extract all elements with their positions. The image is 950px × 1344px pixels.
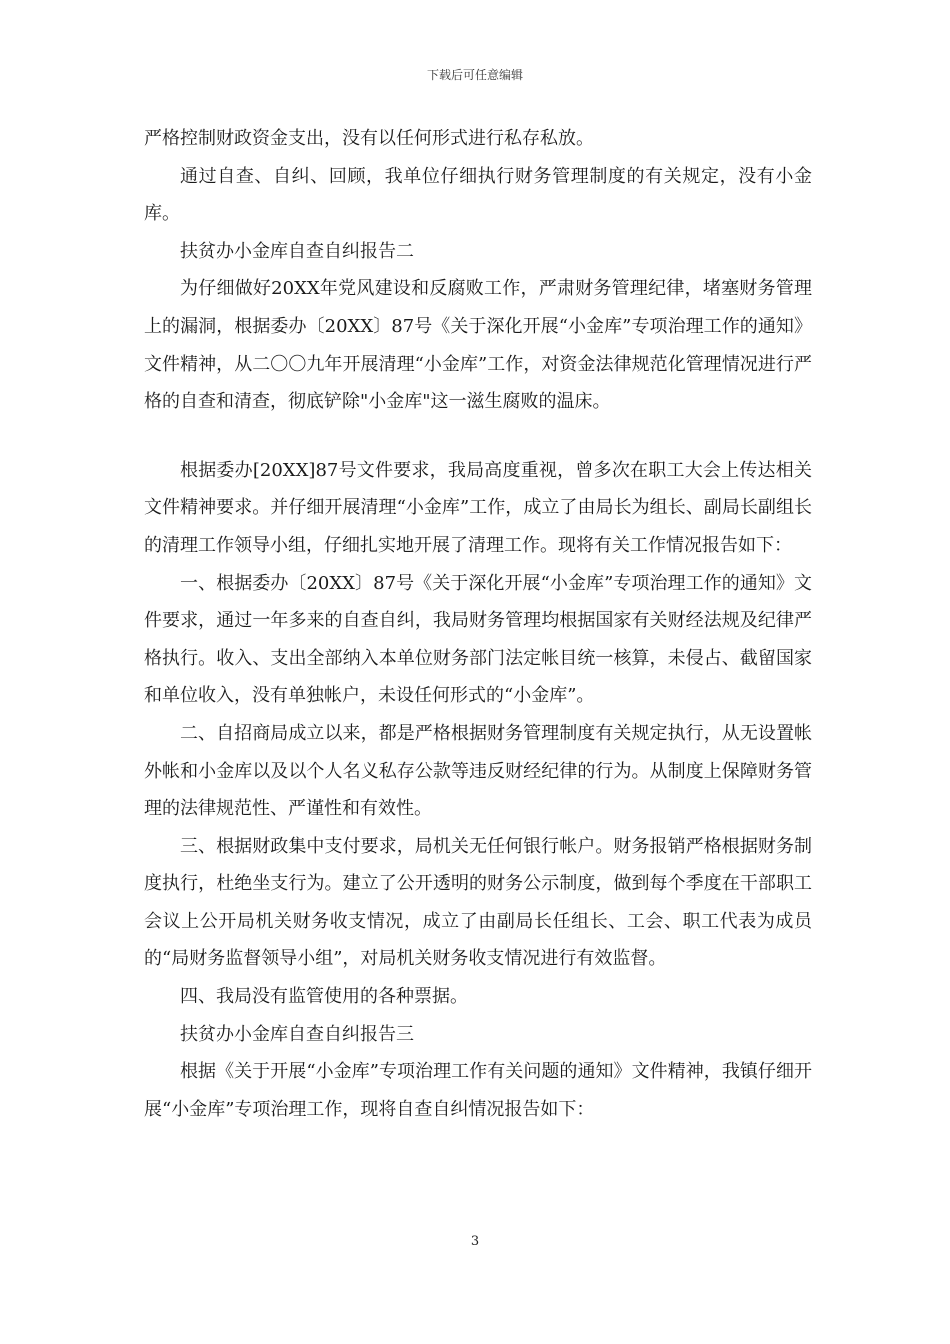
page-number: 3: [470, 1234, 480, 1249]
paragraph: 四、我局没有监管使用的各种票据。: [180, 986, 468, 1008]
paragraph: 二、自招商局成立以来，都是严格根据财务管理制度有关规定执行，从无设置帐外帐和小金库以及以个人名义私存公款等违反财经纪律的行为。从制度上保障财务管理的法律规范性、严谨性和有效性。: [144, 722, 812, 820]
section-title: 扶贫办小金库自查自纠报告三: [180, 1023, 414, 1045]
paragraph: 根据委办[20XX]87号文件要求，我局高度重视，曾多次在职工大会上传达相关文件精神要求。并仔细开展清理“小金库”工作，成立了由局长为组长、副局长副组长的清理工作领导小组，仔细扎实地开展了清理工作。现将有关工作情况报告如下：: [144, 459, 812, 556]
document-body: [144, 120, 812, 1128]
section-title: 扶贫办小金库自查自纠报告二: [180, 240, 414, 262]
paragraph: 根据《关于开展“小金库”专项治理工作有关问题的通知》文件精神，我镇仔细开展“小金库”专项治理工作，现将自查自纠情况报告如下：: [144, 1061, 812, 1120]
paragraph: 一、根据委办〔20XX〕87号《关于深化开展“小金库”专项治理工作的通知》文件要求，通过一年多来的自查自纠，我局财务管理均根据国家有关财经法规及纪律严格执行。收入、支出全部纳入本单位财务部门法定帐目统一核算，未侵占、截留国家和单位收入，没有单独帐户，未设任何形式的“小金库”。: [144, 572, 812, 707]
paragraph: 为仔细做好20XX年党风建设和反腐败工作，严肃财务管理纪律，堵塞财务管理上的漏洞，根据委办〔20XX〕87号《关于深化开展“小金库”专项治理工作的通知》文件精神，从二〇〇九年开展清理“小金库”工作，对资金法律规范化管理情况进行严格的自查和清查，彻底铲除"小金库"这一滋生腐败的温床。: [144, 278, 812, 413]
page-header: 下载后可任意编辑: [426, 68, 523, 82]
paragraph: 通过自查、自纠、回顾，我单位仔细执行财务管理制度的有关规定，没有小金库。: [144, 165, 812, 225]
paragraph: 三、根据财政集中支付要求，局机关无任何银行帐户。财务报销严格根据财务制度执行，杜绝坐支行为。建立了公开透明的财务公示制度，做到每个季度在干部职工会议上公开局机关财务收支情况，成立了由副局长任组长、工会、职工代表为成员的“局财务监督领导小组”，对局机关财务收支情况进行有效监督。: [144, 835, 812, 970]
paragraph: 严格控制财政资金支出，没有以任何形式进行私存私放。: [144, 128, 594, 149]
